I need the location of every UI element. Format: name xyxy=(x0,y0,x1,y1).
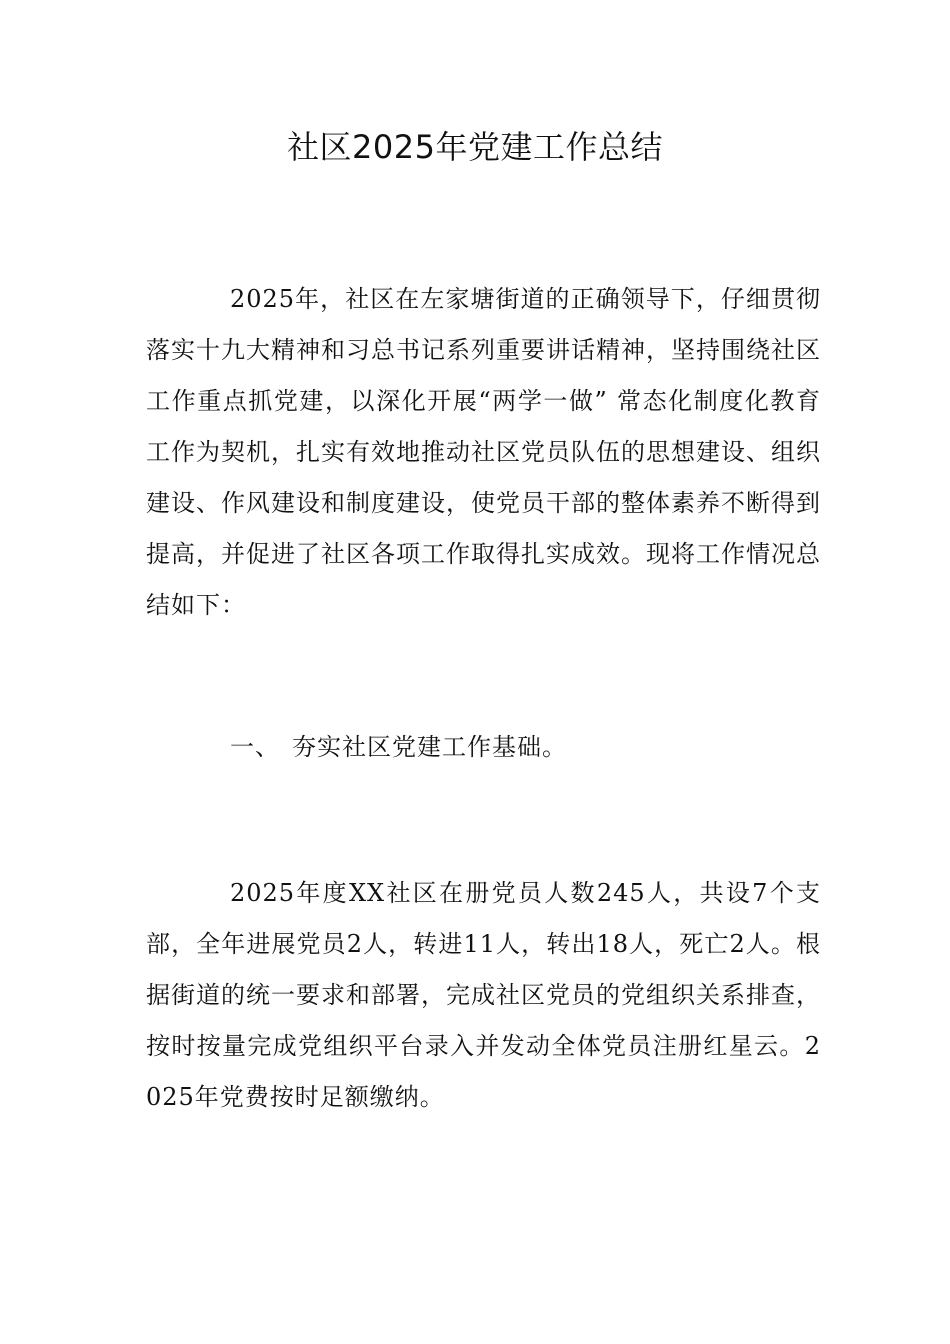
document-title: 社区2025年党建工作总结 xyxy=(287,128,663,166)
section-heading-text: 夯实社区党建工作基础。 xyxy=(292,733,567,761)
intro-paragraph: 2025年，社区在左家塘街道的正确领导下，仔细贯彻落实十九大精神和习总书记系列重要讲话精神，坚持围绕社区工作重点抓党建，以深化开展“两学一做” 常态化制度化教育工作为契机，扎实有效地推动社区党员队伍的思想建设、组织建设、作风建设和制度建设，使党员干部的整体素养不断得到提高，并促进了社区各项工作取得扎实成效。现将工作情况总结如下： xyxy=(146,285,821,619)
section-body-paragraph: 2025年度XX社区在册党员人数245人，共设7个支部，全年进展党员2人，转进11人，转出18人，死亡2人。根据街道的统一要求和部署，完成社区党员的党组织关系排查，按时按量完成党组织平台录入并发动全体党员注册红星云。2025年党费按时足额缴纳。 xyxy=(146,879,821,1111)
section-heading xyxy=(230,722,567,772)
section-number: 一、 xyxy=(230,733,280,761)
